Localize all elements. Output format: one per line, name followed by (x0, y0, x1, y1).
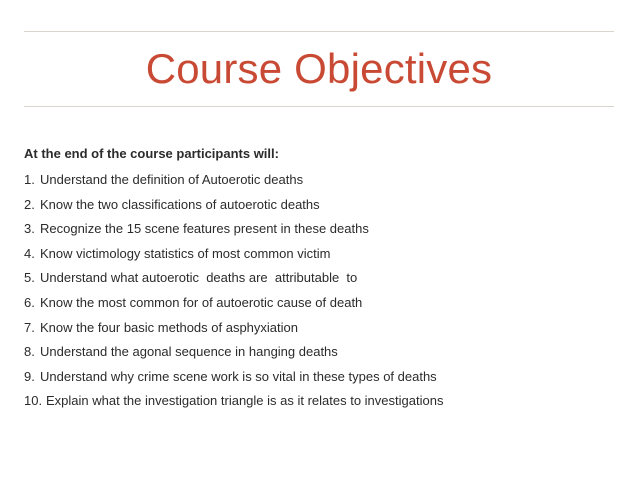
objective-number: 5. (24, 270, 35, 286)
objective-item (24, 295, 443, 320)
objective-text: Know the four basic methods of asphyxiation (40, 319, 298, 335)
objective-text: Understand the agonal sequence in hanging deaths (40, 344, 338, 360)
objective-text: Know the two classifications of autoerotic deaths (40, 196, 320, 212)
objective-item (24, 344, 443, 369)
top-divider (24, 31, 614, 32)
objective-text: Explain what the investigation triangle is as it relates to investigations (46, 393, 444, 409)
objective-item (24, 246, 443, 271)
objective-item (24, 221, 443, 246)
objective-text: Know victimology statistics of most common victim (40, 245, 331, 261)
objective-number: 1. (24, 172, 35, 187)
objective-item (24, 393, 443, 418)
objective-text: Understand why crime scene work is so vital in these types of deaths (40, 368, 437, 384)
objective-number: 10. (24, 393, 43, 409)
title-divider (24, 106, 614, 107)
objective-number: 6. (24, 294, 35, 310)
objective-number: 3. (24, 221, 35, 237)
objective-item (24, 270, 443, 295)
objective-text: Understand the definition of Autoerotic deaths (40, 172, 304, 187)
objective-number: 8. (24, 344, 35, 360)
objective-text: Know the most common for of autoerotic cause of death (40, 294, 363, 310)
slide-title: Course Objectives (145, 45, 493, 92)
objective-number: 4. (24, 245, 35, 261)
objective-text: Recognize the 15 scene features present in these deaths (40, 221, 369, 237)
objective-item (24, 369, 443, 394)
objective-text: Understand what autoerotic deaths are attributable to (40, 270, 358, 286)
objective-item (24, 320, 443, 345)
objective-number: 2. (24, 196, 35, 212)
objectives-list (24, 172, 443, 418)
intro-text: At the end of the course participants will: (24, 146, 279, 161)
objective-item (24, 172, 443, 197)
objective-number: 7. (24, 319, 35, 335)
objective-number: 9. (24, 368, 35, 384)
objective-item (24, 197, 443, 222)
